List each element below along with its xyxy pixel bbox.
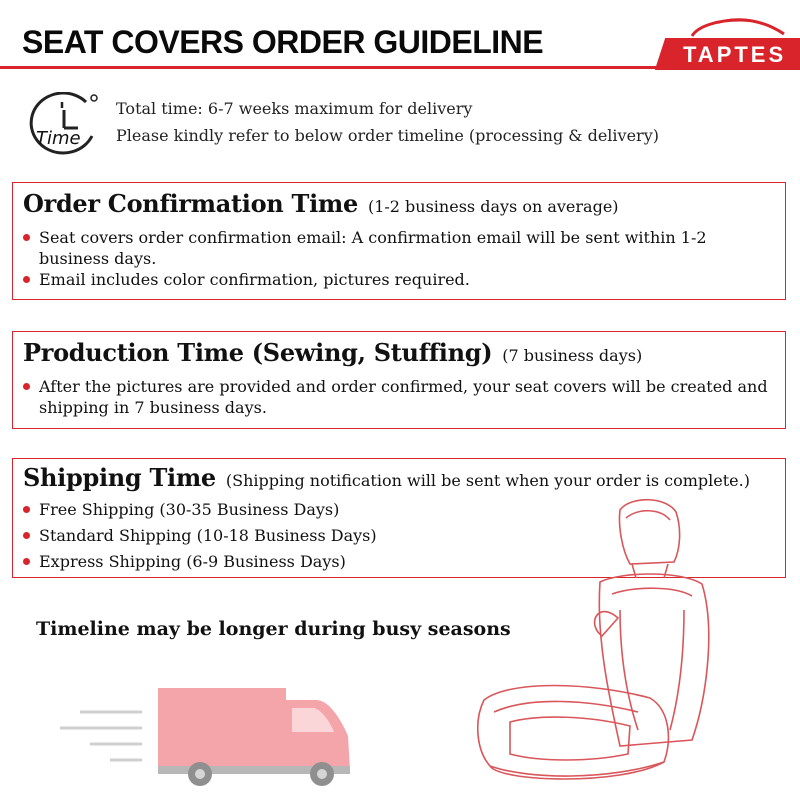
list-item: Free Shipping (30-35 Business Days) xyxy=(23,499,773,520)
list-item: After the pictures are provided and order confirmed, your seat covers will be created and shipping in 7 business days. xyxy=(23,376,773,418)
list-item: Email includes color confirmation, pictures required. xyxy=(23,269,773,290)
list-item: Standard Shipping (10-18 Business Days) xyxy=(23,525,773,546)
section-title: Shipping Time xyxy=(23,463,216,492)
section-note: (1-2 business days on average) xyxy=(367,197,619,216)
section-order-confirmation xyxy=(12,182,786,300)
section-title: Order Confirmation Time xyxy=(23,189,358,218)
bullet-dot-icon xyxy=(23,234,30,241)
list-item: Express Shipping (6-9 Business Days) xyxy=(23,551,773,572)
bullet-dot-icon xyxy=(23,532,30,539)
bullet-dot-icon xyxy=(23,558,30,565)
section-production-time xyxy=(12,331,786,429)
section-title: Production Time (Sewing, Stuffing) xyxy=(23,338,493,367)
brand-logo: TAPTES xyxy=(683,42,787,67)
bullet-dot-icon xyxy=(23,383,30,390)
page-title: SEAT COVERS ORDER GUIDELINE xyxy=(22,24,544,60)
clock-icon xyxy=(24,92,104,160)
section-note: (Shipping notification will be sent when your order is complete.) xyxy=(225,471,750,490)
intro-total-time: Total time: 6-7 weeks maximum for delivery xyxy=(116,99,473,118)
bullet-dot-icon xyxy=(23,506,30,513)
car-seat-icon xyxy=(470,490,720,795)
busy-season-note: Timeline may be longer during busy seasons xyxy=(36,618,511,640)
section-note: (7 business days) xyxy=(502,346,643,365)
list-item: Seat covers order confirmation email: A confirmation email will be sent within 1-2 business days. xyxy=(23,227,773,269)
car-silhouette-icon xyxy=(688,14,788,40)
clock-label: Time xyxy=(36,128,81,149)
delivery-truck-icon xyxy=(60,670,360,790)
intro-timeline-note: Please kindly refer to below order timeline (processing & delivery) xyxy=(116,126,659,145)
bullet-dot-icon xyxy=(23,276,30,283)
